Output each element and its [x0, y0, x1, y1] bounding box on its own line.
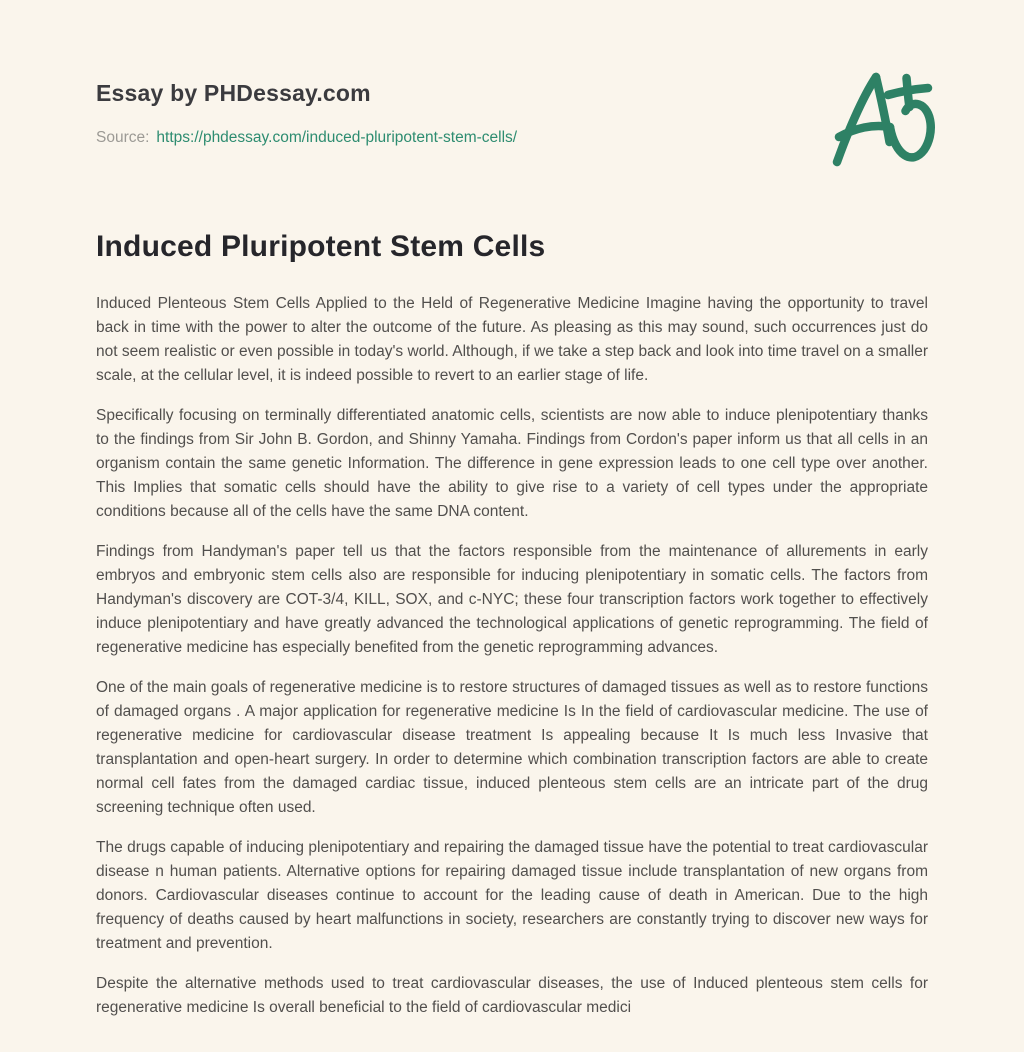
essay-paragraph-3: Findings from Handyman's paper tell us that the factors responsible from the maintenance of allurements in early embryos and embryonic stem cells also are responsible for inducing plenipotentiary in somatic cells. The factors from Handyman's discovery are COT-3/4, KILL, SOX, and c-NYC; these four transcription factors work together to effectively induce plenipotentiary and have greatly advanced the technological applications of genetic reprogramming. The field of regenerative medicine has especially benefited from the genetic reprogramming advances.	[96, 543, 928, 656]
essay-body	[96, 229, 928, 1020]
source-line	[96, 129, 517, 147]
phdessay-a-plus-logo-icon	[822, 66, 937, 171]
brand-title: Essay by PHDessay.com	[96, 80, 371, 106]
source-label: Source:	[96, 129, 150, 146]
essay-paragraph-1: Induced Plenteous Stem Cells Applied to the Held of Regenerative Medicine Imagine having the opportunity to travel back in time with the power to alter the outcome of the future. As pleasing as this may sound, such occurrences just do not seem realistic or even possible in today's world. Although, if we take a step back and look into time travel on a smaller scale, at the cellular level, it is indeed possible to revert to an earlier stage of life.	[96, 295, 928, 384]
source-link[interactable]: https://phdessay.com/induced-pluripotent-stem-cells/	[156, 129, 518, 146]
essay-paragraph-2: Specifically focusing on terminally differentiated anatomic cells, scientists are now able to induce plenipotentiary thanks to the findings from Sir John B. Gordon, and Shinny Yamaha. Findings from Cordon's paper inform us that all cells in an organism contain the same genetic Information. The difference in gene expression leads to one cell type over another. This Implies that somatic cells should have the ability to give rise to a variety of cell types under the appropriate conditions because all of the cells have the same DNA content.	[96, 407, 928, 520]
header-text-block	[96, 66, 517, 147]
essay-paragraph-5: The drugs capable of inducing plenipotentiary and repairing the damaged tissue have the potential to treat cardiovascular disease n human patients. Alternative options for repairing damaged tissue include transplantation of new organs from donors. Cardiovascular diseases continue to account for the leading cause of death in American. Due to the high frequency of deaths caused by heart malfunctions in society, researchers are constantly trying to discover new ways for treatment and prevention.	[96, 839, 928, 952]
document-header	[96, 0, 928, 171]
essay-paragraph-4: One of the main goals of regenerative medicine is to restore structures of damaged tissues as well as to restore functions of damaged organs . A major application for regenerative medicine Is In the field of cardiovascular medicine. The use of regenerative medicine for cardiovascular disease treatment Is appealing because It Is much less Invasive that transplantation and open-heart surgery. In order to determine which combination transcription factors are able to create normal cell fates from the damaged cardiac tissue, induced plenteous stem cells are an intricate part of the drug screening technique often used.	[96, 679, 928, 816]
essay-title: Induced Pluripotent Stem Cells	[96, 230, 546, 263]
essay-paragraph-6: Despite the alternative methods used to treat cardiovascular diseases, the use of Induced plenteous stem cells for regenerative medicine Is overall beneficial to the field of cardiovascular medici	[96, 975, 928, 1016]
